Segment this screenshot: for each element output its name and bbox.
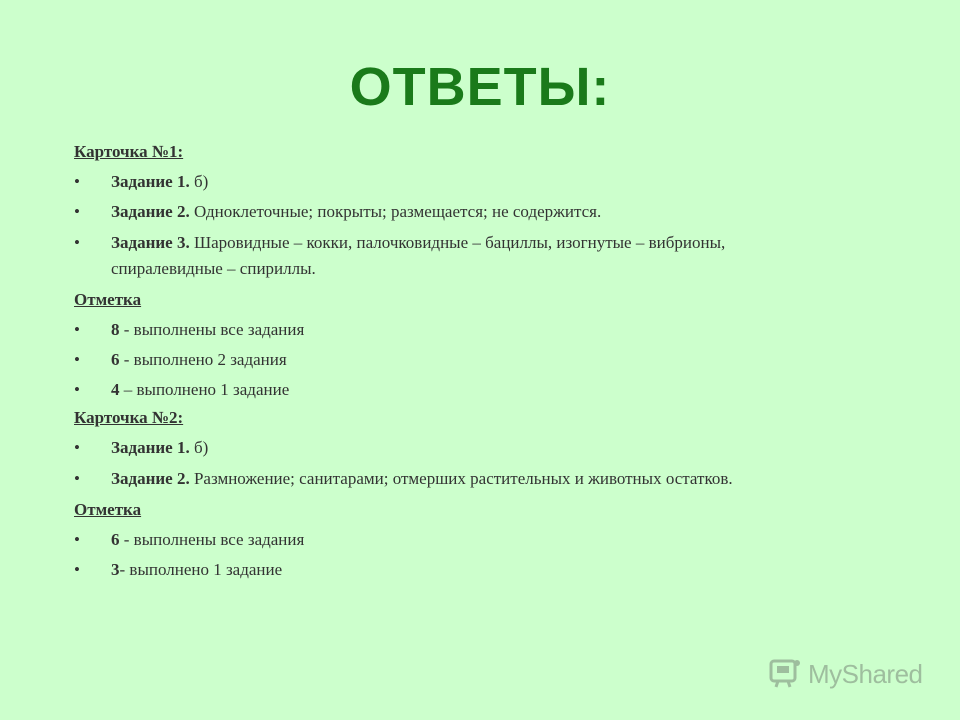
grade-value: 6 xyxy=(111,350,120,369)
card2-task-1 xyxy=(74,436,834,460)
grade-description: - выполнено 1 задание xyxy=(119,560,283,579)
bullet: • xyxy=(74,320,80,339)
myshared-logo-icon xyxy=(768,655,802,694)
grade-value: 3 xyxy=(111,560,120,579)
bullet: • xyxy=(74,438,80,457)
grade-description: - выполнено 2 задания xyxy=(119,350,287,369)
task-label: Задание 1. xyxy=(111,438,190,457)
myshared-watermark xyxy=(768,656,923,692)
grade-description: - выполнены все задания xyxy=(119,530,305,549)
task-label: Задание 2. xyxy=(111,202,190,221)
bullet: • xyxy=(74,530,80,549)
card1-task-2 xyxy=(74,200,834,224)
page-title: ОТВЕТЫ: xyxy=(349,57,611,117)
grade-description: - выполнены все задания xyxy=(119,320,305,339)
grade-value: 8 xyxy=(111,320,120,339)
watermark-text: MyShared xyxy=(808,658,923,689)
card2-grade-2 xyxy=(74,558,834,582)
bullet: • xyxy=(74,350,80,369)
task-answer: б) xyxy=(189,438,209,457)
task-label: Задание 2. xyxy=(111,469,190,488)
card1-grade-heading: Отметка xyxy=(74,290,142,309)
card2-grade-1 xyxy=(74,528,834,552)
card2-grade-heading: Отметка xyxy=(74,500,142,519)
task-label: Задание 1. xyxy=(111,172,190,191)
card1-task-1 xyxy=(74,170,834,194)
card2-heading: Карточка №2: xyxy=(74,408,184,427)
task-answer: Одноклеточные; покрыты; размещается; не содержится. xyxy=(189,202,602,221)
card1-grade-1 xyxy=(74,318,834,342)
task-answer: б) xyxy=(189,172,209,191)
bullet: • xyxy=(74,233,80,252)
bullet: • xyxy=(74,469,80,488)
task-answer: Шаровидные – кокки, палочковидные – бациллы, изогнутые – вибрионы, спиралевидные – спириллы. xyxy=(111,233,726,278)
card1-heading: Карточка №1: xyxy=(74,142,184,161)
card1-grade-3 xyxy=(74,378,834,402)
bullet: • xyxy=(74,380,80,399)
task-answer: Размножение; санитарами; отмерших растительных и животных остатков. xyxy=(189,469,733,488)
bullet: • xyxy=(74,202,80,221)
card1-task-3 xyxy=(74,230,834,282)
task-label: Задание 3. xyxy=(111,233,190,252)
bullet: • xyxy=(74,560,80,579)
grade-value: 6 xyxy=(111,530,120,549)
card1-grade-2 xyxy=(74,348,834,372)
card2-task-2 xyxy=(74,466,834,492)
bullet: • xyxy=(74,172,80,191)
grade-value: 4 xyxy=(111,380,120,399)
answers-content xyxy=(74,140,834,588)
grade-description: – выполнено 1 задание xyxy=(119,380,290,399)
